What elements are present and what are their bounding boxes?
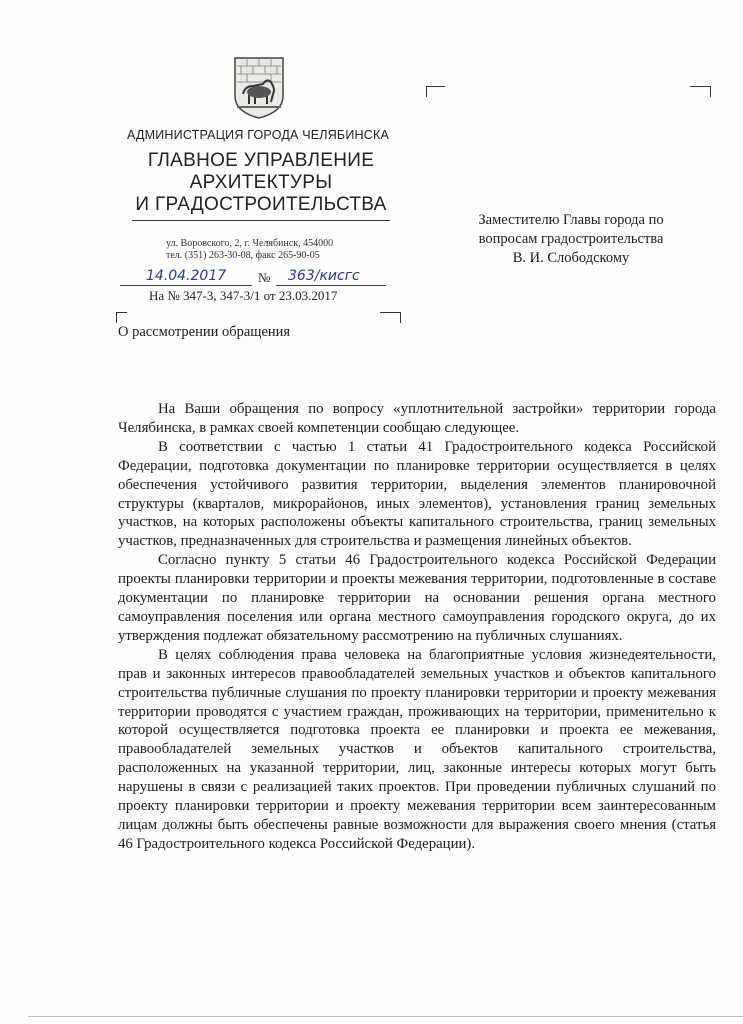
body-paragraph-3: Согласно пункту 5 статьи 46 Градостроительного кодекса Российской Федерации проекты планировки территории и проекты межевания территории, подготовленные в составе документации по планировке территории на основании решения органа местного самоуправления поселения или органа местного самоуправления городского округа, до их утверждения подлежат обязательному рассмотрению на публичных слушаниях. xyxy=(118,552,716,644)
subject-bracket-left xyxy=(116,312,127,323)
addressee-line-2: вопросам градостроительства xyxy=(478,231,664,247)
letter-body xyxy=(118,400,716,854)
registration-line xyxy=(118,267,388,287)
address-line: ул. Воровского, 2, г. Челябинск, 454000 xyxy=(166,238,334,249)
department-line-3: И ГРАДОСТРОИТЕЛЬСТВА xyxy=(135,194,387,215)
address-block xyxy=(166,238,396,262)
number-underline xyxy=(276,285,386,286)
addressee-bracket-left xyxy=(426,86,445,97)
department-name xyxy=(130,150,392,216)
date-underline xyxy=(120,285,252,286)
body-paragraph-4: В целях соблюдения права человека на благоприятные условия жизнедеятельности, прав и законных интересов правообладателей земельных участков и объектов капитального строительства публичные слушания по проекту планировки территории и проекту межевания территории проводятся с участием граждан, проживающих на территории, применительно к которой осуществляется подготовка проекта ее планировки и проекта ее межевания, правообладателей земельных участков и объектов капитального строительства, расположенных на указанной территории, лиц, законные интересы которых могут быть нарушены в связи с реализацией таких проектов. При проведении публичных слушаний по проекту планировки территории и проекту межевания территории всем заинтересованным лицам должны быть обеспечены равные возможности для выражения своего мнения (статья 46 Градостроительного кодекса Российской Федерации). xyxy=(118,646,716,852)
phone-fax-line: тел. (351) 263-30-08, факс 265-90-05 xyxy=(166,250,320,261)
number-sign: № xyxy=(258,270,271,285)
addressee-line-1: Заместителю Главы города по xyxy=(478,212,664,228)
addressee-block xyxy=(446,211,696,268)
handwritten-reg-number: 363/кисгс xyxy=(288,268,360,284)
subject-bracket-right xyxy=(380,312,401,323)
chelyabinsk-coat-of-arms-icon xyxy=(233,56,285,120)
department-divider xyxy=(132,220,390,221)
body-paragraph-1: На Ваши обращения по вопросу «уплотнительной застройки» территории города Челябинска, в рамках своей компетенции сообщаю следующее. xyxy=(118,401,716,436)
addressee-bracket-right xyxy=(690,86,711,97)
department-line-2: АРХИТЕКТУРЫ xyxy=(189,172,333,193)
addressee-line-3: В. И. Слободскому xyxy=(512,250,630,266)
body-paragraph-2: В соответствии с частью 1 статьи 41 Градостроительного кодекса Российской Федерации, подготовка документации по планировке территории осуществляется в целях обеспечения устойчивого развития территории, выделения элементов планировочной структуры (кварталов, микрорайонов, иных элементов), установления границ земельных участков, на которых расположены объекты капитального строительства, границ земельных участков, предназначенных для строительства и размещения линейных объектов. xyxy=(118,438,716,550)
administration-name: АДМИНИСТРАЦИЯ ГОРОДА ЧЕЛЯБИНСКА xyxy=(127,128,389,142)
reply-reference: На № 347-3, 347-3/1 от 23.03.2017 xyxy=(149,288,338,303)
page-bottom-edge xyxy=(28,1016,743,1017)
department-line-1: ГЛАВНОЕ УПРАВЛЕНИЕ xyxy=(147,150,375,171)
letter-subject: О рассмотрении обращения xyxy=(118,324,291,340)
handwritten-date: 14.04.2017 xyxy=(146,268,227,284)
